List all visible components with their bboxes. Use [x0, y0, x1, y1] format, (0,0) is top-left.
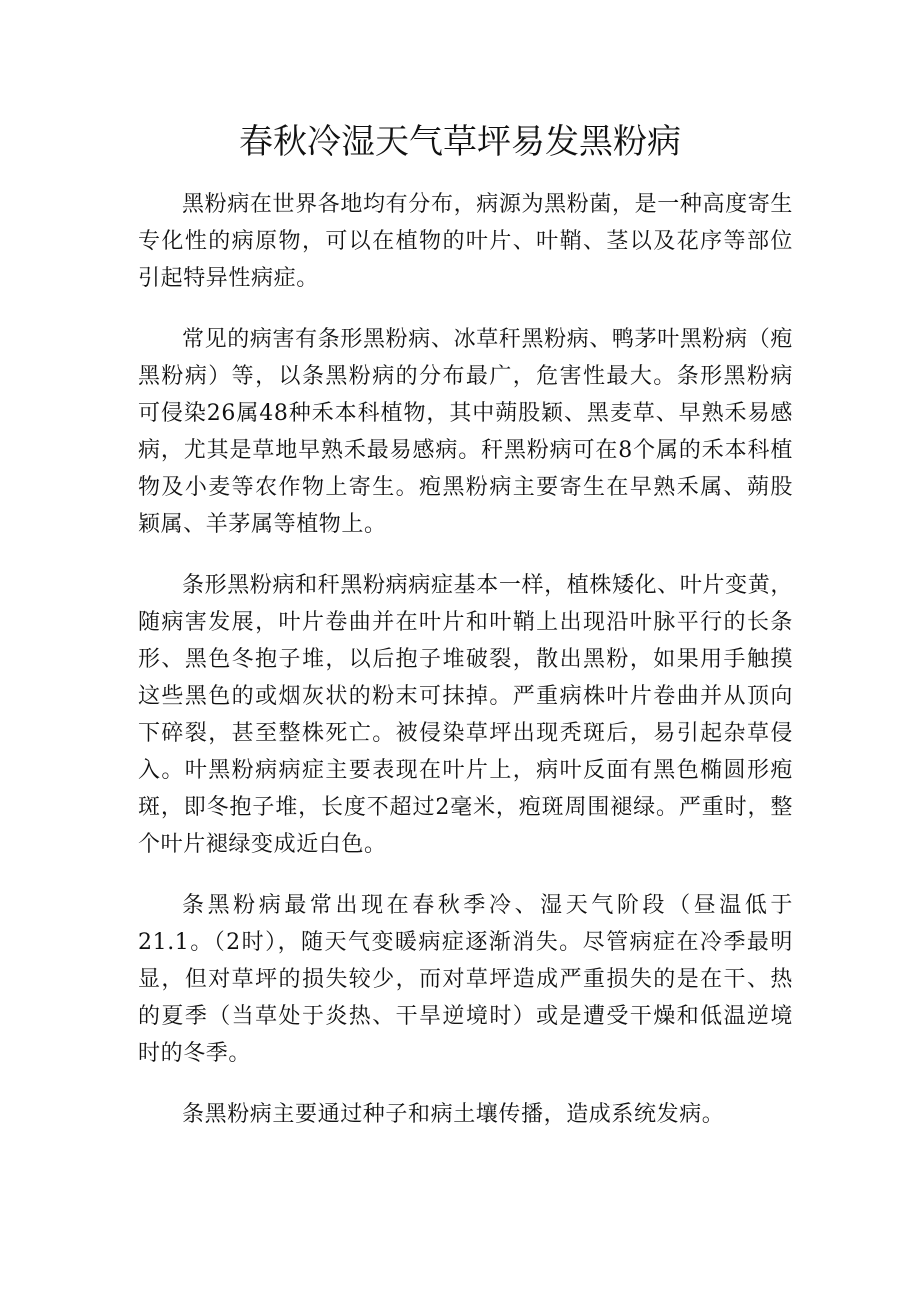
document-body [138, 186, 793, 1157]
paragraph-4: 条黑粉病最常出现在春秋季冷、湿天气阶段（昼温低于21.1。（2时），随天气变暖病症逐渐消失。尽管病症在冷季最明显，但对草坪的损失较少，而对草坪造成严重损失的是在干、热的夏季（当草处于炎热、干旱逆境时）或是遭受干燥和低温逆境时的冬季。 [138, 893, 793, 1066]
paragraph-1: 黑粉病在世界各地均有分布，病源为黑粉菌，是一种高度寄生专化性的病原物，可以在植物的叶片、叶鞘、茎以及花序等部位引起特异性病症。 [138, 192, 793, 291]
paragraph-5: 条黑粉病主要通过种子和病土壤传播，造成系统发病。 [182, 1102, 725, 1127]
paragraph-3: 条形黑粉病和秆黑粉病病症基本一样，植株矮化、叶片变黄，随病害发展，叶片卷曲并在叶片和叶鞘上出现沿叶脉平行的长条形、黑色冬抱子堆，以后抱子堆破裂，散出黑粉，如果用手触摸这些黑色的或烟灰状的粉末可抹掉。严重病株叶片卷曲并从顶向下碎裂，甚至整株死亡。被侵染草坪出现秃斑后，易引起杂草侵入。叶黑粉病病症主要表现在叶片上，病叶反面有黑色椭圆形疱斑，即冬抱子堆，长度不超过2毫米，疱斑周围褪绿。严重时，整个叶片褪绿变成近白色。 [138, 573, 793, 857]
document-title: 春秋冷湿天气草坪易发黑粉病 [239, 122, 681, 162]
paragraph-2: 常见的病害有条形黑粉病、冰草秆黑粉病、鸭茅叶黑粉病（疱黑粉病）等，以条黑粉病的分布最广，危害性最大。条形黑粉病可侵染26属48种禾本科植物，其中蒴股颖、黑麦草、早熟禾易感病，尤其是草地早熟禾最易感病。秆黑粉病可在8个属的禾本科植物及小麦等农作物上寄生。疱黑粉病主要寄生在早熟禾属、蒴股颖属、羊茅属等植物上。 [138, 327, 793, 537]
